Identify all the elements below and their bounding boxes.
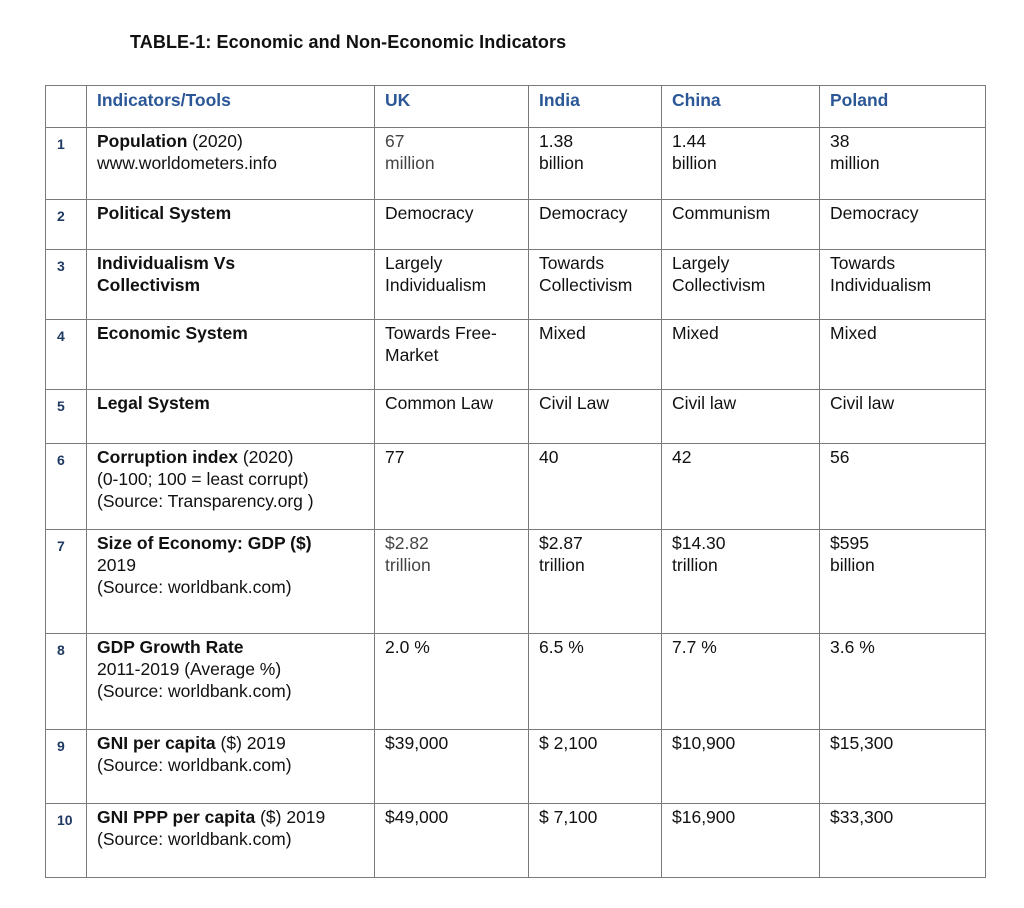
value-line: Mixed: [539, 323, 586, 343]
table-title: TABLE-1: Economic and Non-Economic Indicators: [130, 32, 567, 52]
indicator-cell: [87, 634, 375, 730]
row-number: 1: [46, 128, 87, 200]
value-cell-poland: [820, 634, 986, 730]
table-row: [46, 730, 986, 804]
value-line: trillion: [385, 555, 431, 575]
value-cell-india: [529, 128, 662, 200]
value-cell-india: [529, 444, 662, 530]
indicator-name: Political System: [97, 203, 232, 223]
indicator-cell: [87, 730, 375, 804]
value-line: 2.0 %: [385, 637, 430, 657]
indicator-cell: [87, 200, 375, 250]
indicator-qualifier: ($) 2019: [215, 733, 286, 753]
table-row: [46, 250, 986, 320]
value-cell-uk: [375, 128, 529, 200]
indicator-name: Individualism Vs: [97, 253, 236, 273]
indicator-cell: [87, 804, 375, 878]
value-line: $15,300: [830, 733, 894, 753]
value-line: Largely: [385, 253, 443, 273]
value-cell-uk: [375, 250, 529, 320]
value-line: $14.30: [672, 533, 726, 553]
indicator-name: Size of Economy: GDP ($): [97, 533, 312, 553]
value-line: $2.82: [385, 533, 429, 553]
row-number: 10: [46, 804, 87, 878]
value-line: $2.87: [539, 533, 583, 553]
value-cell-india: [529, 250, 662, 320]
value-line: Individualism: [830, 275, 932, 295]
value-line: Towards: [830, 253, 896, 273]
value-line: $ 2,100: [539, 733, 598, 753]
value-line: trillion: [539, 555, 585, 575]
value-cell-uk: [375, 200, 529, 250]
value-cell-china: [662, 730, 820, 804]
table-row: [46, 444, 986, 530]
header-india: India: [529, 86, 662, 128]
value-line: 1.44: [672, 131, 707, 151]
value-cell-poland: [820, 530, 986, 634]
value-cell-china: [662, 128, 820, 200]
indicator-source-line: (Source: worldbank.com): [97, 829, 292, 849]
value-line: 1.38: [539, 131, 574, 151]
value-line: million: [830, 153, 880, 173]
value-line: 42: [672, 447, 692, 467]
value-line: Civil law: [830, 393, 895, 413]
indicator-source-line: (Source: worldbank.com): [97, 577, 292, 597]
value-line: Market: [385, 345, 439, 365]
row-number: 2: [46, 200, 87, 250]
indicator-cell: [87, 444, 375, 530]
indicators-table: [45, 85, 986, 878]
table-row: [46, 530, 986, 634]
value-cell-poland: [820, 804, 986, 878]
value-cell-india: [529, 320, 662, 390]
indicator-cell: [87, 250, 375, 320]
value-line: Mixed: [672, 323, 719, 343]
row-number: 4: [46, 320, 87, 390]
value-cell-poland: [820, 390, 986, 444]
value-cell-poland: [820, 128, 986, 200]
value-cell-china: [662, 320, 820, 390]
value-cell-uk: [375, 390, 529, 444]
indicator-cell: [87, 128, 375, 200]
value-line: 38: [830, 131, 850, 151]
value-cell-china: [662, 804, 820, 878]
indicator-source-line: 2019: [97, 555, 136, 575]
value-cell-india: [529, 634, 662, 730]
value-cell-india: [529, 200, 662, 250]
value-cell-china: [662, 444, 820, 530]
value-cell-india: [529, 390, 662, 444]
table-row: [46, 390, 986, 444]
value-cell-uk: [375, 634, 529, 730]
value-line: Individualism: [385, 275, 487, 295]
indicator-qualifier: ($) 2019: [255, 807, 326, 827]
value-cell-poland: [820, 730, 986, 804]
indicator-qualifier: (2020): [237, 447, 294, 467]
table-row: [46, 634, 986, 730]
value-cell-poland: [820, 320, 986, 390]
value-line: billion: [830, 555, 875, 575]
value-line: Common Law: [385, 393, 493, 413]
row-number: 3: [46, 250, 87, 320]
indicator-cell: [87, 320, 375, 390]
value-line: 56: [830, 447, 850, 467]
value-line: 77: [385, 447, 405, 467]
header-indicators: Indicators/Tools: [87, 86, 375, 128]
value-line: billion: [539, 153, 584, 173]
table-row: [46, 200, 986, 250]
value-cell-india: [529, 804, 662, 878]
value-line: trillion: [672, 555, 718, 575]
value-cell-uk: [375, 730, 529, 804]
value-line: 3.6 %: [830, 637, 875, 657]
indicator-cell: [87, 530, 375, 634]
indicator-name: Economic System: [97, 323, 248, 343]
value-line: 6.5 %: [539, 637, 584, 657]
value-cell-china: [662, 200, 820, 250]
indicator-name-line2: Collectivism: [97, 275, 201, 295]
indicator-name: Population: [97, 131, 188, 151]
header-number-cell: [46, 86, 87, 128]
value-line: $49,000: [385, 807, 449, 827]
value-line: Towards Free-: [385, 323, 497, 343]
row-number: 6: [46, 444, 87, 530]
value-line: 7.7 %: [672, 637, 717, 657]
table-row: [46, 320, 986, 390]
value-cell-poland: [820, 200, 986, 250]
value-line: Towards: [539, 253, 605, 273]
value-line: Democracy: [385, 203, 474, 223]
value-cell-uk: [375, 530, 529, 634]
value-cell-poland: [820, 250, 986, 320]
indicator-source-line: (0-100; 100 = least corrupt): [97, 469, 309, 489]
value-cell-india: [529, 730, 662, 804]
value-line: 40: [539, 447, 559, 467]
value-cell-china: [662, 250, 820, 320]
header-poland: Poland: [820, 86, 986, 128]
value-line: $595: [830, 533, 869, 553]
header-china: China: [662, 86, 820, 128]
value-line: Largely: [672, 253, 730, 273]
value-line: $10,900: [672, 733, 736, 753]
value-line: $ 7,100: [539, 807, 598, 827]
indicator-source-line: 2011-2019 (Average %): [97, 659, 282, 679]
value-line: Communism: [672, 203, 771, 223]
indicator-name: Corruption index: [97, 447, 238, 467]
value-line: $33,300: [830, 807, 894, 827]
value-cell-china: [662, 634, 820, 730]
value-line: Collectivism: [539, 275, 633, 295]
indicator-name: GDP Growth Rate: [97, 637, 244, 657]
header-uk: UK: [375, 86, 529, 128]
header-row: [46, 86, 986, 128]
value-line: Collectivism: [672, 275, 766, 295]
value-cell-china: [662, 390, 820, 444]
indicator-source-line: (Source: Transparency.org ): [97, 491, 314, 511]
indicator-name: GNI PPP per capita: [97, 807, 256, 827]
value-cell-uk: [375, 804, 529, 878]
table-row: [46, 804, 986, 878]
indicator-cell: [87, 390, 375, 444]
value-line: $16,900: [672, 807, 736, 827]
indicator-name: GNI per capita: [97, 733, 216, 753]
value-cell-india: [529, 530, 662, 634]
value-line: 67: [385, 131, 405, 151]
row-number: 9: [46, 730, 87, 804]
indicator-source-line: (Source: worldbank.com): [97, 755, 292, 775]
row-number: 8: [46, 634, 87, 730]
value-cell-uk: [375, 444, 529, 530]
value-cell-china: [662, 530, 820, 634]
indicator-name: Legal System: [97, 393, 210, 413]
row-number: 7: [46, 530, 87, 634]
table-row: [46, 128, 986, 200]
value-line: Democracy: [830, 203, 919, 223]
value-line: Civil law: [672, 393, 737, 413]
row-number: 5: [46, 390, 87, 444]
value-line: Democracy: [539, 203, 628, 223]
indicator-qualifier: (2020): [187, 131, 243, 151]
value-cell-uk: [375, 320, 529, 390]
indicator-source-line: www.worldometers.info: [97, 153, 277, 173]
value-line: Civil Law: [539, 393, 610, 413]
value-line: Mixed: [830, 323, 877, 343]
value-line: $39,000: [385, 733, 449, 753]
value-cell-poland: [820, 444, 986, 530]
value-line: billion: [672, 153, 717, 173]
indicator-source-line: (Source: worldbank.com): [97, 681, 292, 701]
value-line: million: [385, 153, 435, 173]
